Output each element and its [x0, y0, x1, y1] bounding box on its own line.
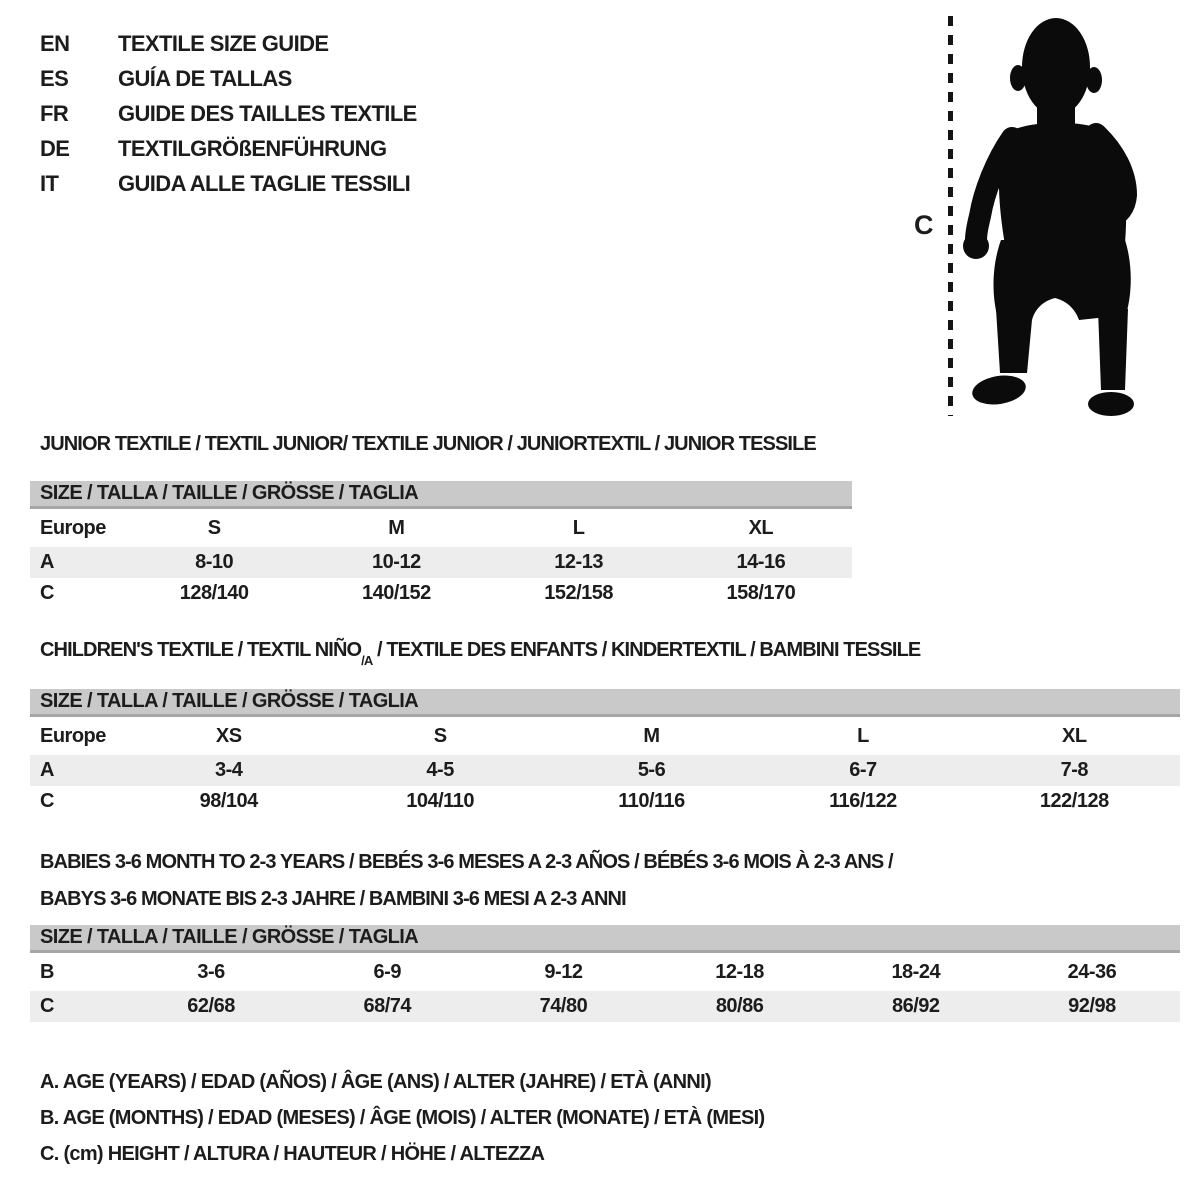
- toddler-silhouette: [955, 14, 1150, 416]
- language-title: GUIDE DES TAILLES TEXTILE: [118, 100, 417, 126]
- age-cell: 10-12: [372, 551, 421, 573]
- age-cell: 14-16: [736, 551, 786, 573]
- language-row-en: [40, 26, 417, 61]
- table-row-height-cm: [30, 578, 852, 609]
- row-label: Europe: [40, 516, 106, 539]
- legend-line-c: C. (cm) HEIGHT / ALTURA / HAUTEUR / HÖHE / ALTEZZA: [40, 1143, 545, 1165]
- height-cell: 104/110: [406, 790, 474, 812]
- height-cell: 110/116: [618, 790, 685, 812]
- children-heading-text: CHILDREN'S TEXTILE / TEXTIL NIÑO: [40, 639, 362, 661]
- row-label: B: [40, 960, 54, 983]
- size-cell: M: [388, 516, 405, 539]
- children-heading-subscript: /A: [361, 653, 373, 668]
- age-cell: 12-13: [554, 551, 603, 573]
- babies-heading-line2: BABYS 3-6 MONATE BIS 2-3 JAHRE / BAMBINI 3-6 MESI A 2-3 ANNI: [40, 888, 626, 910]
- height-cell: 140/152: [361, 582, 431, 604]
- row-label: C: [40, 995, 54, 1017]
- size-cell: L: [857, 724, 869, 747]
- height-cell: 128/140: [179, 582, 249, 604]
- size-cell: XS: [215, 724, 242, 747]
- language-code: IT: [40, 170, 59, 196]
- row-label: C: [40, 790, 54, 812]
- language-title: GUIDA ALLE TAGLIE TESSILI: [118, 170, 411, 196]
- size-cell: M: [643, 724, 660, 747]
- height-cell: 122/128: [1039, 790, 1109, 812]
- size-header-bar: SIZE / TALLA / TAILLE / GRÖSSE / TAGLIA: [30, 689, 1180, 717]
- height-cell: 62/68: [187, 995, 235, 1017]
- table-row-age-months: [30, 953, 1180, 991]
- row-label: C: [40, 582, 54, 604]
- size-cell: XL: [1062, 724, 1087, 747]
- legend-line-a: A. AGE (YEARS) / EDAD (AÑOS) / ÂGE (ANS) / ALTER (JAHRE) / ETÀ (ANNI): [40, 1071, 711, 1093]
- language-title-list: [40, 26, 417, 201]
- age-cell: 6-9: [373, 960, 401, 983]
- age-cell: 3-6: [197, 960, 225, 983]
- row-label: A: [40, 551, 54, 573]
- junior-section-heading: JUNIOR TEXTILE / TEXTIL JUNIOR/ TEXTILE JUNIOR / JUNIORTEXTIL / JUNIOR TESSILE: [40, 433, 816, 455]
- age-cell: 6-7: [849, 759, 877, 781]
- height-cell: 152/158: [544, 582, 614, 604]
- language-code: ES: [40, 65, 69, 91]
- row-label: Europe: [40, 724, 106, 747]
- row-label: A: [40, 759, 54, 781]
- age-cell: 18-24: [891, 960, 941, 983]
- language-row-it: [40, 166, 417, 201]
- size-cell: S: [207, 516, 221, 539]
- children-section-heading: [40, 639, 921, 668]
- age-cell: 24-36: [1067, 960, 1117, 983]
- language-row-fr: [40, 96, 417, 131]
- table-row-age-years: [30, 547, 852, 578]
- babies-heading-line1: BABIES 3-6 MONTH TO 2-3 YEARS / BEBÉS 3-6 MESES A 2-3 AÑOS / BÉBÉS 3-6 MOIS À 2-3 ANS /: [40, 851, 893, 873]
- table-row-europe: [30, 717, 1180, 755]
- size-cell: XL: [748, 516, 774, 539]
- height-cell: 158/170: [726, 582, 796, 604]
- table-row-europe: [30, 509, 852, 547]
- language-title: GUÍA DE TALLAS: [118, 65, 292, 91]
- height-cell: 98/104: [199, 790, 258, 812]
- measure-legend: [40, 1064, 764, 1172]
- height-cell: 74/80: [539, 995, 588, 1017]
- size-cell: L: [572, 516, 585, 539]
- language-row-de: [40, 131, 417, 166]
- junior-size-table: [30, 481, 852, 609]
- age-cell: 9-12: [544, 960, 583, 983]
- size-header-bar: SIZE / TALLA / TAILLE / GRÖSSE / TAGLIA: [30, 481, 852, 509]
- height-cell: 86/92: [891, 995, 940, 1017]
- height-cell: 68/74: [363, 995, 412, 1017]
- table-row-height-cm: [30, 991, 1180, 1022]
- babies-size-table: [30, 925, 1180, 1022]
- age-cell: 12-18: [715, 960, 764, 983]
- height-cell: 92/98: [1068, 995, 1116, 1017]
- age-cell: 8-10: [195, 551, 234, 573]
- language-row-es: [40, 61, 417, 96]
- language-code: DE: [40, 135, 70, 161]
- legend-line-b: B. AGE (MONTHS) / EDAD (MESES) / ÂGE (MOIS) / ALTER (MONATE) / ETÀ (MESI): [40, 1107, 765, 1129]
- language-code: EN: [40, 30, 70, 56]
- children-size-table: [30, 689, 1180, 817]
- size-cell: S: [433, 724, 447, 747]
- height-cell: 116/122: [829, 790, 897, 812]
- age-cell: 3-4: [215, 759, 243, 781]
- height-measure-dashed-line: [948, 16, 953, 416]
- language-code: FR: [40, 100, 69, 126]
- age-cell: 5-6: [637, 759, 666, 781]
- language-title: TEXTILGRÖßENFÜHRUNG: [118, 135, 387, 161]
- language-title: TEXTILE SIZE GUIDE: [118, 30, 329, 56]
- table-row-height-cm: [30, 786, 1180, 817]
- height-cell: 80/86: [715, 995, 764, 1017]
- children-heading-text: / TEXTILE DES ENFANTS / KINDERTEXTIL / BAMBINI TESSILE: [372, 639, 921, 661]
- table-row-age-years: [30, 755, 1180, 786]
- size-header-bar: SIZE / TALLA / TAILLE / GRÖSSE / TAGLIA: [30, 925, 1180, 953]
- age-cell: 4-5: [426, 759, 454, 781]
- age-cell: 7-8: [1060, 759, 1089, 781]
- babies-section-heading: [40, 844, 893, 918]
- height-measure-label: C: [914, 210, 934, 240]
